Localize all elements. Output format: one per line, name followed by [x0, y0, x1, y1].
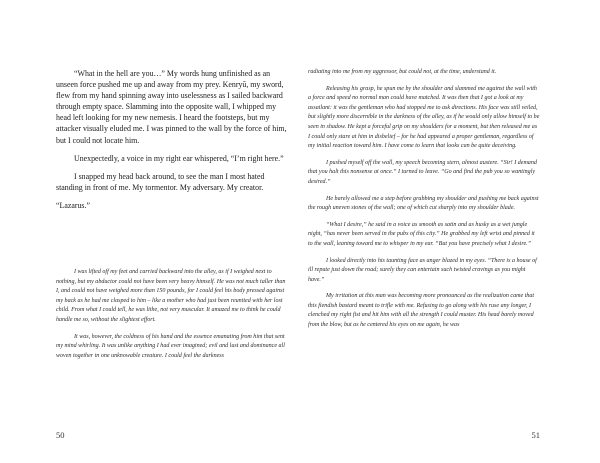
paragraph: He barely allowed me a step before grabbing my shoulder and pushing me back against the rough uneven stones of the wall; one of which cut sharply into my shoulder blade.: [308, 195, 539, 212]
paragraph: “Lazarus.”: [56, 200, 90, 210]
paragraph: radiating into me from my aggressor, but could not, at the time, understand it.: [308, 69, 497, 75]
paragraph: Releasing his grasp, he spun me by the shoulder and slammed me against the wall with a force and speed no normal man could have matched. It was then that I got a look at my assailant: it was the gentleman who had stopped me to ask directions. His face was still veiled, but slightly more discernible in the darkness of the alley, as if he would only allow himself to be seen in shadow. He kept a forceful grip on my shoulders for a moment, but then released me as I could only stare at him in disbelief – for he had appeared a proper gentleman, regardless of my initial reaction toward him. I have come to learn that looks can be quite deceiving.: [308, 85, 540, 150]
left-roman-text: [56, 68, 288, 218]
left-italic-text: [56, 268, 288, 368]
right-italic-text: [308, 68, 540, 338]
paragraph: I looked directly into his taunting face as anger blazed in my eyes. “There is a house of ill repute just down the road; surely they can entertain such twisted cravings as you might have.”: [308, 257, 537, 283]
paragraph: Unexpectedly, a voice in my right ear whispered, “I’m right here.”: [74, 153, 284, 163]
paragraph: “What I desire,” he said in a voice as smooth as satin and as husky as a wet jungle night, “has never been served in the pubs of this city.” He grabbed my left wrist and pinned it to the wall, leaning toward me to whisper in my ear. “But you have precisely what I desire.”: [308, 221, 535, 247]
paragraph: I pushed myself off the wall, my speech becoming stern, almost austere. “Sir! I demand that you halt this nonsense at once.” I turned to leave. “Go and find the pub you so wantingly desired.”: [308, 159, 537, 185]
paragraph: “What in the hell are you…” My words hung unfinished as an unseen force pushed me up and away from my prey. Kenryū, my sword, flew from my hand spinning away into uselessness as I sailed backward through empty space. Slamming into the opposite wall, I whipped my head left looking for my new nemesis. I heard the footsteps, but my attacker visually eluded me. I was pinned to the wall by the force of him, but I could not locate him.: [56, 69, 287, 145]
right-page: [300, 0, 600, 463]
paragraph: I was lifted off my feet and carried backward into the alley, as if I weighed next to nothing, but my abductor could not have been very heavy himself. He was not much taller than I, and could not have weighed more than 150 pounds, for I could feel his body pressed against my back as he had me clasped to him – like a mother who had just been reunited with her lost child. From what I could tell, he was lithe, not very muscular. It amazed me to think he could handle me so, without the slightest effort.: [56, 269, 286, 323]
page-number-right: 51: [531, 430, 540, 440]
paragraph: My irritation at this man was becoming more pronounced as the realization came that this fiendish bastard meant to trifle with me. Refusing to go along with his ruse any longer, I clenched my right fist and hit him with all the strength I could muster. His head barely moved from the blow, but as he centered his eyes on me again, he was: [308, 293, 535, 329]
paragraph: I snapped my head back around, to see the man I most hated standing in front of me. My tormentor. My adversary. My creator.: [56, 171, 265, 192]
paragraph: It was, however, the coldness of his hand and the essence emanating from him that sent my mind whirling. It was unlike anything I had ever imagined; evil and lust and dominance all woven together in one unknowable creature. I could feel the darkness: [56, 333, 285, 359]
page-number-left: 50: [56, 430, 65, 440]
